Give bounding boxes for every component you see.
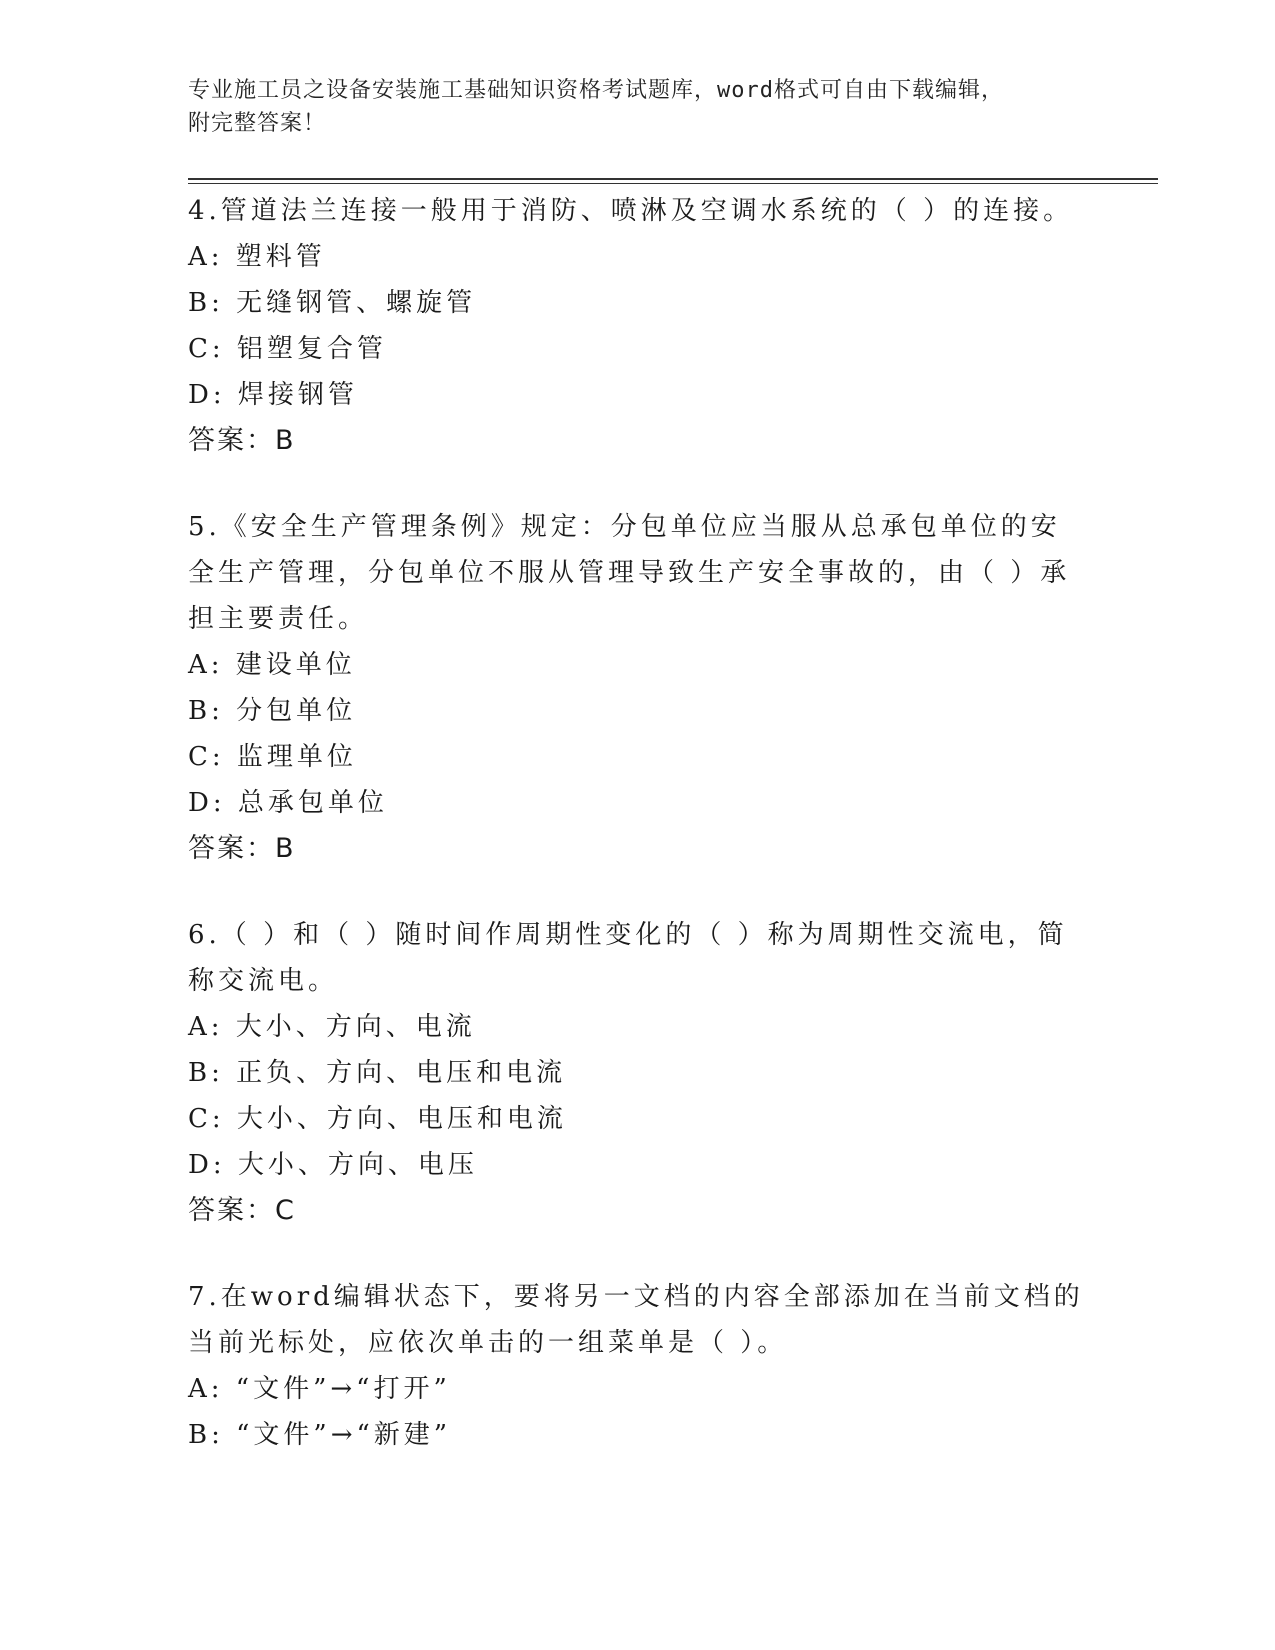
option-a: A: 建设单位 xyxy=(188,650,356,680)
header-line-1: 专业施工员之设备安装施工基础知识资格考试题库，word格式可自由下载编辑， xyxy=(188,78,1004,103)
header-divider-thick xyxy=(188,178,1158,180)
document-header xyxy=(188,74,1068,140)
option-d: D: 大小、方向、电压 xyxy=(188,1150,478,1180)
question-text: 7.在word编辑状态下，要将另一文档的内容全部添加在当前文档的当前光标处，应依次单击的一组菜单是（ ）。 xyxy=(188,1282,1084,1358)
option-b: B: “文件”→“新建” xyxy=(188,1420,452,1450)
option-c: C: 大小、方向、电压和电流 xyxy=(188,1104,567,1134)
answer: 答案：B xyxy=(188,425,296,456)
answer: 答案：C xyxy=(188,1195,296,1226)
question-list xyxy=(188,188,1088,1498)
question-5 xyxy=(188,504,1088,872)
option-d: D: 焊接钢管 xyxy=(188,380,358,410)
question-text: 5.《安全生产管理条例》规定：分包单位应当服从总承包单位的安全生产管理，分包单位不服从管理导致生产安全事故的，由（ ）承担主要责任。 xyxy=(188,512,1071,634)
option-a: A: 大小、方向、电流 xyxy=(188,1012,476,1042)
header-divider-thin xyxy=(188,183,1158,184)
option-c: C: 铝塑复合管 xyxy=(188,334,387,364)
question-text: 4.管道法兰连接一般用于消防、喷淋及空调水系统的（ ）的连接。 xyxy=(188,196,1074,226)
question-4 xyxy=(188,188,1088,464)
header-line-2: 附完整答案！ xyxy=(188,111,327,136)
option-a: A: “文件”→“打开” xyxy=(188,1374,451,1404)
option-d: D: 总承包单位 xyxy=(188,788,388,818)
option-a: A: 塑料管 xyxy=(188,242,326,272)
answer: 答案：B xyxy=(188,833,296,864)
option-b: B: 分包单位 xyxy=(188,696,357,726)
option-c: C: 监理单位 xyxy=(188,742,357,772)
option-b: B: 正负、方向、电压和电流 xyxy=(188,1058,567,1088)
question-6 xyxy=(188,912,1088,1234)
question-text: 6.（ ）和（ ）随时间作周期性变化的（ ）称为周期性交流电，简称交流电。 xyxy=(188,920,1068,996)
option-b: B: 无缝钢管、螺旋管 xyxy=(188,288,477,318)
question-7 xyxy=(188,1274,1088,1458)
